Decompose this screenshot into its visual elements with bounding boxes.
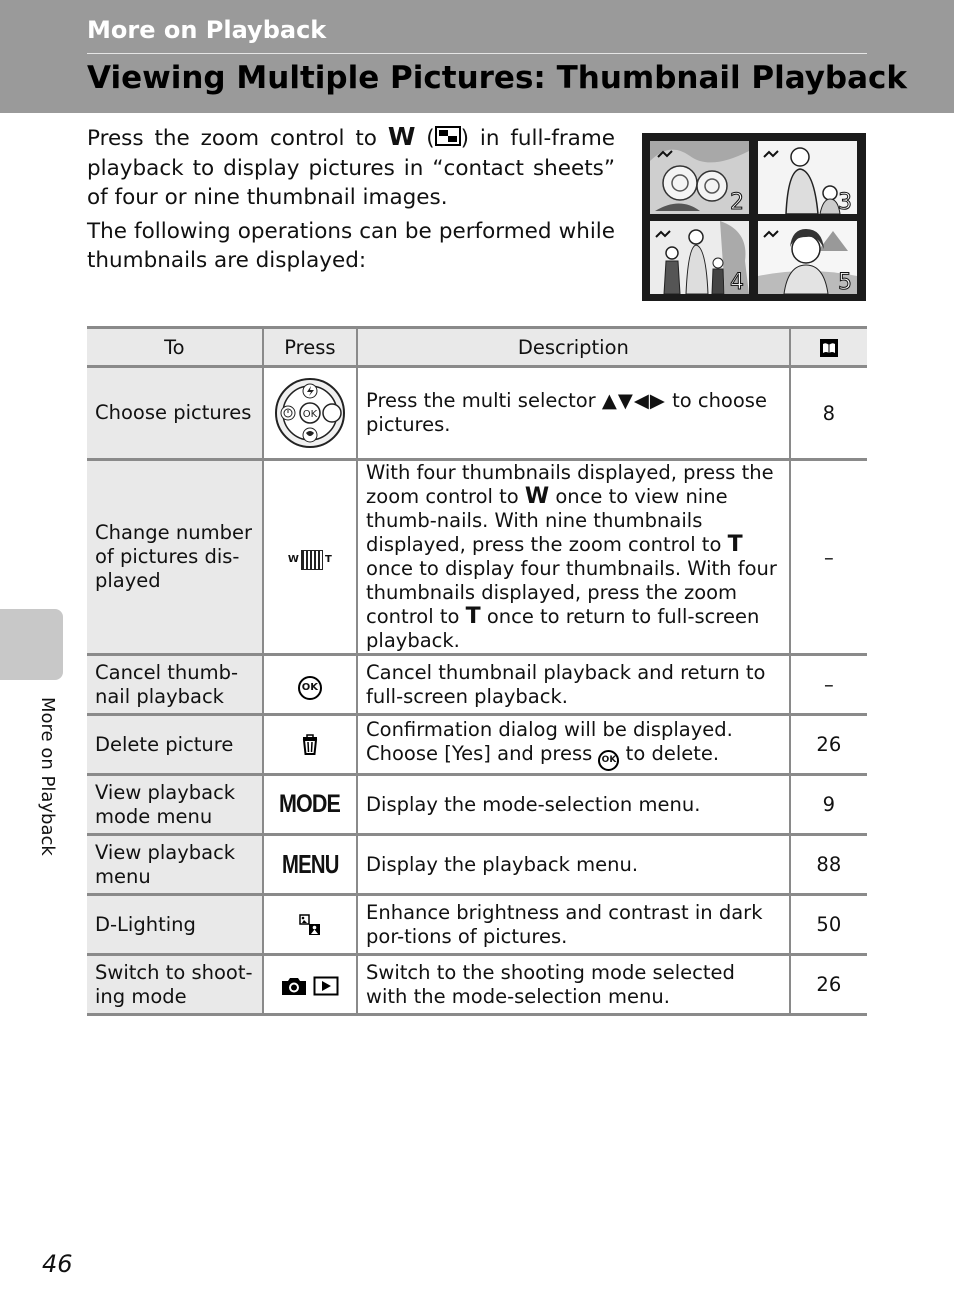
zoom-w-label: W: [387, 122, 416, 151]
table-row: [87, 775, 867, 835]
intro-text-part: (: [415, 126, 435, 151]
row-to: Cancel thumb-nail playback: [87, 655, 263, 715]
description-text: once to display four thumbnails. With four thumbnails displayed, press the zoom control to: [366, 557, 777, 628]
page-header: [0, 0, 954, 113]
row-description: [357, 367, 790, 460]
table-row: [87, 655, 867, 715]
description-text: Confirmation dialog will be displayed. Choose [Yes] and press: [366, 718, 733, 765]
page-title: Viewing Multiple Pictures: Thumbnail Playback: [87, 60, 908, 96]
ok-button-icon: OK: [298, 676, 322, 700]
header-to: To: [87, 328, 263, 367]
row-press: [263, 655, 357, 715]
d-lighting-icon: [299, 914, 321, 936]
row-press: [263, 775, 357, 835]
zoom-control-icon: [288, 550, 332, 570]
row-description: Enhance brightness and contrast in dark por-tions of pictures.: [357, 895, 790, 955]
thumbnail-label-5: 5: [838, 270, 852, 294]
row-description: [357, 715, 790, 775]
row-description: [357, 460, 790, 655]
svg-text:OK: OK: [302, 409, 318, 420]
ok-button-icon: OK: [598, 750, 619, 771]
table-row: [87, 835, 867, 895]
zoom-t-letter: T: [324, 554, 332, 566]
description-text: With four thumbnails displayed, press the zoom control to: [366, 461, 774, 508]
description-text: once to return to full-screen playback.: [366, 605, 760, 652]
row-page: 26: [790, 715, 867, 775]
row-page: –: [790, 460, 867, 655]
zoom-t-label: T: [465, 604, 481, 629]
page-number: 46: [42, 1250, 73, 1278]
section-title: More on Playback: [87, 16, 327, 44]
thumbnail-grid-icon: [435, 126, 461, 146]
description-text: Press the multi selector: [366, 389, 602, 412]
chapter-side-tab: [0, 609, 63, 680]
row-to: Change number of pictures dis-played: [87, 460, 263, 655]
table-row: [87, 715, 867, 775]
row-to: Switch to shoot-ing mode: [87, 955, 263, 1015]
row-page: 26: [790, 955, 867, 1015]
table-row: [87, 955, 867, 1015]
multi-selector-icon: [274, 377, 346, 449]
thumbnail-woman-child: [758, 141, 857, 214]
thumbnail-family: [650, 221, 749, 294]
row-page: 88: [790, 835, 867, 895]
book-reference-icon: [819, 338, 839, 358]
thumbnail-label-3: 3: [838, 190, 852, 214]
menu-button-label: MENU: [281, 849, 339, 879]
table-header-row: [87, 328, 867, 367]
intro-text-part: Press the zoom control to: [87, 126, 388, 151]
row-page: 9: [790, 775, 867, 835]
intro-text-part: ) in full-frame playback to display pictures in “contact sheets” of four or nine thumbnail images.: [87, 126, 615, 210]
row-page: 8: [790, 367, 867, 460]
zoom-t-label: T: [727, 532, 743, 557]
thumbnail-portrait: [758, 221, 857, 294]
row-description: Display the mode-selection menu.: [357, 775, 790, 835]
thumbnail-label-2: 2: [730, 190, 744, 214]
row-to: D-Lighting: [87, 895, 263, 955]
row-to: Delete picture: [87, 715, 263, 775]
mode-button-label: MODE: [279, 790, 341, 818]
row-press: [263, 367, 357, 460]
zoom-w-letter: W: [287, 554, 299, 566]
header-page-reference: [790, 328, 867, 367]
header-description: Description: [357, 328, 790, 367]
zoom-w-label: W: [524, 484, 550, 509]
thumbnail-contact-sheet-photo: [642, 133, 866, 301]
playback-icon: [313, 976, 339, 996]
operations-table: [87, 326, 867, 1016]
description-text: to delete.: [619, 742, 720, 765]
row-description: Cancel thumbnail playback and return to full-screen playback.: [357, 655, 790, 715]
intro-paragraph-2: The following operations can be performed while thumbnails are displayed:: [87, 218, 615, 273]
row-page: –: [790, 655, 867, 715]
delete-icon: [301, 734, 319, 756]
table-row: [87, 367, 867, 460]
row-to: View playback mode menu: [87, 775, 263, 835]
zoom-rocker: [301, 550, 323, 570]
table-row: [87, 895, 867, 955]
row-description: Switch to the shooting mode selected with the mode-selection menu.: [357, 955, 790, 1015]
intro-text: [87, 122, 615, 280]
row-press: [263, 895, 357, 955]
camera-icon: [281, 976, 307, 996]
row-press: [263, 715, 357, 775]
row-to: Choose pictures: [87, 367, 263, 460]
thumbnail-label-4: 4: [730, 270, 744, 294]
table-row: [87, 460, 867, 655]
header-divider: [87, 53, 867, 54]
row-press: [263, 835, 357, 895]
description-text: to choose pictures.: [366, 389, 767, 436]
intro-paragraph-1: [87, 122, 615, 213]
header-press: Press: [263, 328, 357, 367]
thumbnail-flowers: [650, 141, 749, 214]
row-press: [263, 955, 357, 1015]
row-press: [263, 460, 357, 655]
description-text: once to view nine thumb-nails. With nine thumbnails displayed, press the zoom control to: [366, 485, 728, 556]
row-description: Display the playback menu.: [357, 835, 790, 895]
chapter-side-label: More on Playback: [37, 697, 58, 856]
row-to: View playback menu: [87, 835, 263, 895]
row-page: 50: [790, 895, 867, 955]
multi-selector-arrows: ▲▼◀▶: [601, 389, 666, 412]
